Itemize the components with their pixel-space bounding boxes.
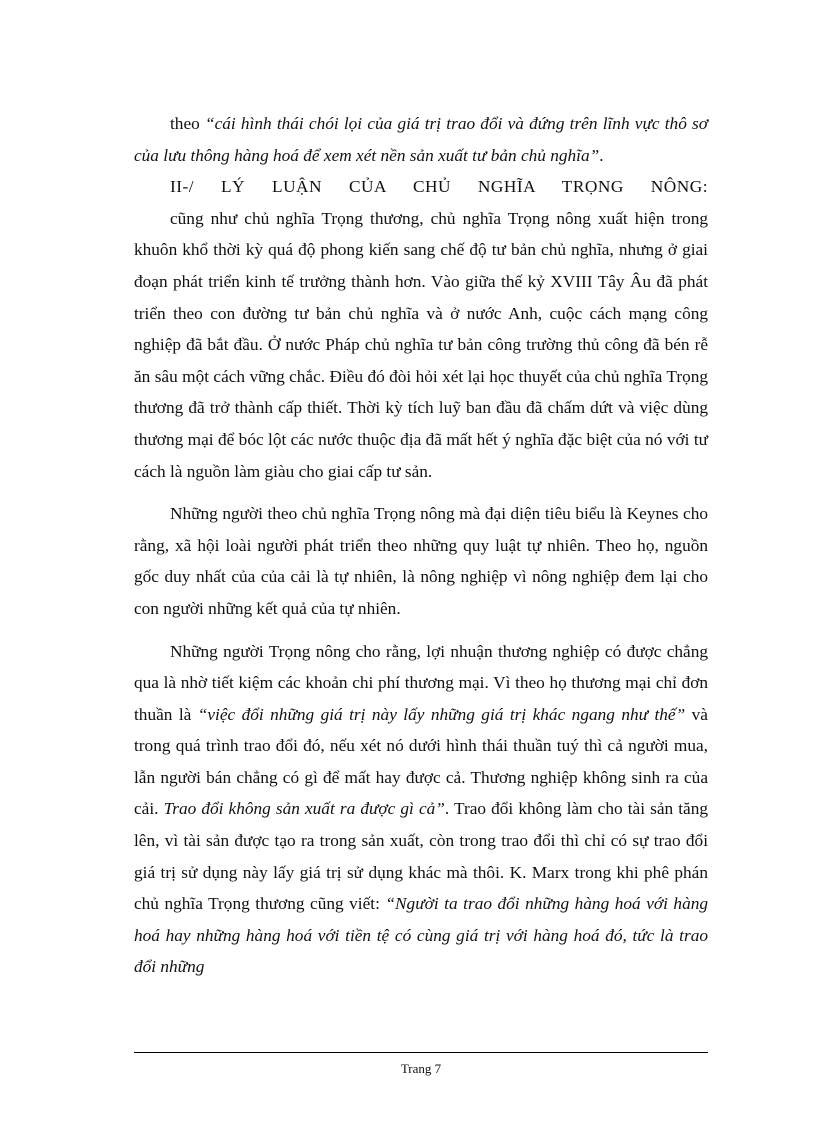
- paragraph-1-end: .: [599, 145, 604, 165]
- paragraph-4: [134, 636, 708, 984]
- paragraph-3: Những người theo chủ nghĩa Trọng nông mà đại diện tiêu biểu là Keynes cho rằng, xã hội loài người phát triển theo những quy luật tự nhiên. Theo họ, nguồn gốc duy nhất của của cải là tự nhiên, là nông nghiệp vì nông nghiệp đem lại cho con người những kết quả của tự nhiên.: [134, 504, 708, 618]
- paragraph-1-quote: “cái hình thái chói lọi của giá trị trao đổi và đứng trên lĩnh vực thô sơ của lưu thông hàng hoá để xem xét nền sản xuất tư bản chủ nghĩa”: [134, 114, 708, 165]
- paragraph-4-quote-1: “việc đổi những giá trị này lấy những giá trị khác ngang như thế”: [197, 704, 686, 724]
- paragraph-4-text-3: . Trao đổi không làm cho tài sản tăng lên, vì tài sản được tạo ra trong sản xuất, còn trong trao đổi thì chỉ có sự trao đổi giá trị sử dụng này lấy giá trị sử dụng khác mà thôi. K. Marx trong khi phê phán chủ nghĩa Trọng thương cũng viết:: [134, 799, 708, 914]
- body-text: [134, 108, 708, 983]
- paragraph-2: cũng như chủ nghĩa Trọng thương, chủ nghĩa Trọng nông xuất hiện trong khuôn khổ thời kỳ quá độ phong kiến sang chế độ tư bản chủ nghĩa, nhưng ở giai đoạn phát triển kinh tế trưởng thành hơn. Vào giữa thế kỷ XVIII Tây Âu đã phát triển theo con đường tư bản chủ nghĩa và ở nước Anh, cuộc cách mạng công nghiệp đã bắt đầu. Ở nước Pháp chủ nghĩa tư bản công trường thủ công đã bén rễ ăn sâu một cách vững chắc. Điều đó đòi hỏi xét lại học thuyết của chủ nghĩa Trọng thương đã trở thành cấp thiết. Thời kỳ tích luỹ ban đầu đã chấm dứt và việc dùng thương mại để bóc lột các nước thuộc địa đã mất hết ý nghĩa đặc biệt của nó với tư cách là nguồn làm giàu cho giai cấp tư sản.: [134, 208, 708, 481]
- paragraph-4-quote-3: “Người ta trao đổi những hàng hoá với hàng hoá hay những hàng hoá với tiền tệ có cùng giá trị với hàng hoá đó, tức là trao đổi những: [134, 894, 708, 977]
- paragraph-1-text: theo: [170, 114, 205, 133]
- paragraph-1: [134, 108, 708, 171]
- paragraph-4-quote-2: Trao đổi không sản xuất ra được gì cả”: [163, 799, 445, 819]
- page-number: Trang 7: [400, 1061, 442, 1076]
- footer-divider: [134, 1052, 708, 1053]
- section-heading: II-/ LÝ LUẬN CỦA CHỦ NGHĨA TRỌNG NÔNG:: [170, 177, 708, 197]
- paragraph-4-text-1: Những người Trọng nông cho rằng, lợi nhuận thương nghiệp có được chẳng qua là nhờ tiết kiệm các khoản chi phí thương mại. Vì theo họ thương mại chỉ đơn thuần là: [134, 641, 708, 724]
- paragraph-4-text-2: và trong quá trình trao đổi đó, nếu xét nó dưới hình thái thuần tuý thì cả người mua, lẫn người bán chẳng có gì để mất hay được cả. Thương nghiệp không sinh ra của cải.: [134, 704, 708, 819]
